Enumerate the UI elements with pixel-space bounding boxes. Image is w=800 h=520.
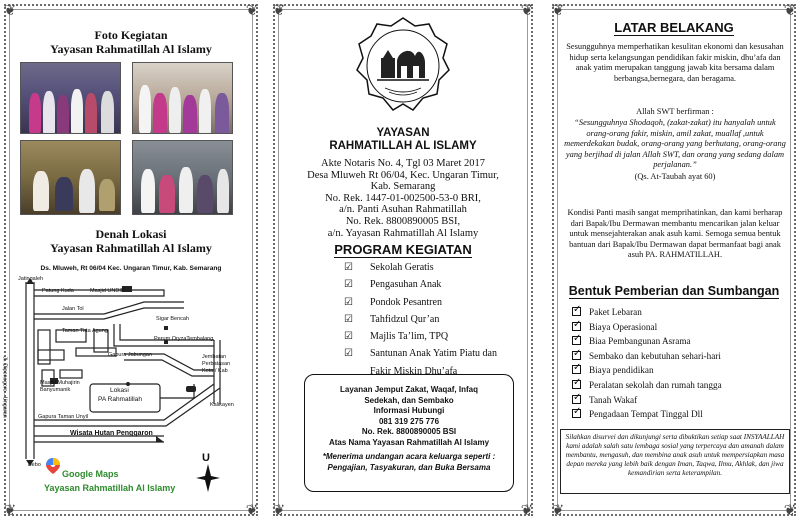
map-pin-icon xyxy=(46,458,60,474)
closing-statement: Silahkan disurvei dan dikunjungi serta dibuktikan setiap saat INSYAALLAH kami adalah salah satu lembaga sosial yang terpercaya dan amanah dalam membantu, mengasuh, dan membina anak asuh untuk mempersiapkan masa depan mereka yang lebih baik dengan Iman, Taqwa, Ilmu, Akhlak, dan jiwa kemandirian serta keterampilan. xyxy=(560,429,790,494)
info-line: No. Rek. 1447-01-002500-53-0 BRI, xyxy=(325,192,481,204)
map-label: Kota / Kab xyxy=(202,368,228,374)
map-label: Gapura Taman Unyil xyxy=(38,414,89,420)
ornament-icon: ❦ xyxy=(272,1,286,19)
activity-photo-4 xyxy=(132,140,233,215)
activity-photo-2 xyxy=(132,62,233,134)
map-label: Masjid UNDIP xyxy=(90,288,125,294)
map-label: Kalikayen xyxy=(210,402,234,408)
ornament-icon: ❦ xyxy=(783,1,797,19)
info-line: Desa Mluweh Rt 06/04, Kec. Ungaran Timur, xyxy=(307,169,499,181)
organization-info xyxy=(269,158,537,239)
checkbox-icon xyxy=(572,336,581,345)
donation-label: Sembako dan kebutuhan sehari-hari xyxy=(589,350,721,361)
map-label: Taman Tirta Agung xyxy=(62,328,108,334)
contact-line: Informasi Hubungi xyxy=(373,406,445,415)
compass-icon xyxy=(196,452,220,492)
ornament-icon: ❦ xyxy=(520,501,534,519)
map-label: Gapura Jabungan xyxy=(108,352,153,358)
info-line: Kab. Semarang xyxy=(370,181,436,193)
map-title xyxy=(0,227,262,255)
map-label: Bebo xyxy=(28,462,41,468)
invite-line: Pengajian, Tasyakuran, dan Buka Bersama xyxy=(327,462,491,472)
map-label: Jalan Tol xyxy=(62,306,84,312)
quote-reference: (Qs. At-Taubah ayat 60) xyxy=(634,172,716,181)
info-line: a/n. Yayasan Rahmatillah Al Islamy xyxy=(327,227,479,239)
checkbox-icon xyxy=(572,351,581,360)
ornament-icon: ❦ xyxy=(551,501,565,519)
donation-list xyxy=(572,306,722,423)
quote-text: “Sesungguhnya Shodaqoh, (zakat-zakat) itu hanyalah untuk orang-orang fakir, miskin, amil zakat, muallaf ,untuk memerdekakan budak, orang-orang yang berhutang, orang-orang yang berjihad di jalan Allah SWT, dan orang yang sedang dalam perjalanan.” xyxy=(564,118,786,170)
map-label: Jatingaleh xyxy=(18,276,44,282)
program-heading-text: PROGRAM KEGIATAN xyxy=(334,242,472,257)
list-item xyxy=(572,335,722,350)
map-label: Sigar Bencah xyxy=(156,316,190,322)
invite-line: *Menerima undangan acara keluarga seperti : xyxy=(322,452,496,461)
photos-title-line2: Yayasan Rahmatillah Al Islamy xyxy=(50,42,212,56)
list-item xyxy=(344,348,534,365)
info-line: No. Rek. 8800890005 BSI, xyxy=(345,215,461,227)
checkbox-icon xyxy=(572,322,581,331)
contact-line: Atas Nama Yayasan Rahmatillah Al Islamy xyxy=(328,437,490,447)
background-heading-text: LATAR BELAKANG xyxy=(614,20,734,35)
info-line: Akte Notaris No. 4, Tgl 03 Maret 2017 xyxy=(321,158,485,169)
list-item xyxy=(572,321,722,336)
list-item xyxy=(344,331,534,348)
program-label: Pondok Pesantren xyxy=(370,296,442,308)
map-label: Banyumanik xyxy=(40,387,71,393)
org-title-line2: RAHMATILLAH AL ISLAMY xyxy=(329,140,477,152)
donation-label: Tanah Wakaf xyxy=(589,394,638,405)
map-label: Jembatan xyxy=(202,354,227,360)
panel-photos-map xyxy=(0,0,262,520)
photos-title-line1: Foto Kegiatan xyxy=(94,28,168,42)
ornament-icon: ❦ xyxy=(783,501,797,519)
map-address: Ds. Mluweh, Rt 06/04 Kec. Ungaran Timur, Kab. Semarang xyxy=(40,265,222,272)
checkbox-icon xyxy=(572,395,581,404)
location-map xyxy=(1,274,248,470)
program-heading xyxy=(269,242,537,257)
org-title-line1: YAYASAN xyxy=(376,127,430,139)
organization-logo xyxy=(355,16,451,116)
background-paragraph: Sesungguhnya memperhatikan kesulitan ekonomi dan kesusahan hidup serta kelangsungan pendidikan fakir miskin, dhu’afa dan anak yatim merupakan tanggung jawab kita bersama dalam berbangsa,bernegara, dan beragama. xyxy=(566,42,784,83)
donation-label: Paket Lebaran xyxy=(589,307,642,317)
list-item xyxy=(572,350,722,365)
donation-heading-text: Bentuk Pemberian dan Sumbangan xyxy=(568,284,780,298)
ornament-icon: ❦ xyxy=(551,1,565,19)
activity-photo-1 xyxy=(20,62,121,134)
contact-line: Sedekah, dan Sembako xyxy=(364,395,454,405)
contact-line: No. Rek. 8800890005 BSI xyxy=(361,427,457,436)
donation-label: Biaya Operasional xyxy=(589,321,658,332)
map-label: Patung Kuda xyxy=(42,288,74,294)
activity-photo-3 xyxy=(20,140,121,215)
contact-box xyxy=(304,374,514,492)
checkbox-icon xyxy=(572,307,581,316)
info-line: a/n. Panti Asuhan Rahmatillah xyxy=(339,204,467,216)
ornament-icon: ❦ xyxy=(245,501,259,519)
contact-line: Layanan Jemput Zakat, Waqaf, Infaq xyxy=(340,385,478,394)
ornament-icon: ❦ xyxy=(3,501,17,519)
map-label: Masjid Muhajirin xyxy=(40,380,80,386)
program-label: Pengasuhan Anak xyxy=(370,279,442,291)
ornament-icon: ❦ xyxy=(3,1,17,19)
condition-paragraph: Kondisi Panti masih sangat memprihatinkan, dan kami berharap dari Bapak/Ibu Dermawan membantu mencarikan jalan keluar untuk mensejahterakan anak asuh kami. Semoga semua bentuk bantuan dari Bapak/Ibu Dermawan dapat bermanfaat bagi anak asuh PA. RAHMATILLAH. xyxy=(567,208,783,260)
checkmark-icon: ☑ xyxy=(344,262,353,273)
google-maps-org: Yayasan Rahmatillah Al Islamy xyxy=(44,483,176,493)
program-label: Santunan Anak Yatim Piatu dan xyxy=(370,348,497,360)
background-heading xyxy=(548,20,800,35)
map-label: Wisata Hutan Penggaron xyxy=(70,430,153,437)
donation-label: Pengadaan Tempat Tinggal Dll xyxy=(589,409,703,420)
checkmark-icon: ☑ xyxy=(344,348,353,360)
ornament-icon: ❦ xyxy=(520,1,534,19)
donation-label: Biaa Pembangunan Asrama xyxy=(589,336,691,347)
checkmark-icon: ☑ xyxy=(344,279,353,291)
map-label: Perbatasan xyxy=(202,361,231,367)
checkmark-icon: ☑ xyxy=(344,331,353,343)
ornament-icon: ❦ xyxy=(245,1,259,19)
list-item xyxy=(344,279,534,296)
checkbox-icon xyxy=(572,409,581,418)
checkbox-icon xyxy=(572,380,581,389)
donation-label: Peralatan sekolah dan rumah tangga xyxy=(589,379,722,390)
organization-name xyxy=(269,127,537,153)
donation-label: Biaya pendidikan xyxy=(589,365,654,376)
program-label: Majlis Ta’lim, TPQ xyxy=(370,331,449,343)
donation-heading xyxy=(548,284,800,298)
contact-phone[interactable]: 081 319 275 776 xyxy=(378,416,440,426)
checkbox-icon xyxy=(572,365,581,374)
list-item xyxy=(572,379,722,394)
compass-letter: U xyxy=(202,452,210,464)
photos-title xyxy=(0,28,262,56)
map-label: PA Rahmatillah xyxy=(98,396,142,403)
list-item xyxy=(572,394,722,409)
list-item xyxy=(572,306,722,321)
google-maps-label: Google Maps xyxy=(62,469,119,479)
map-label: Lokasi xyxy=(110,387,129,394)
checkmark-icon: ☑ xyxy=(344,296,353,308)
program-label: Sekolah Geratis xyxy=(370,262,434,273)
list-item xyxy=(572,364,722,379)
list-item xyxy=(344,297,534,314)
list-item xyxy=(572,408,722,423)
program-label: Fakir Miskin Dhu’afa xyxy=(370,365,458,377)
map-label: Jl. Diponegoro - Ungaran xyxy=(1,356,8,418)
map-title-line1: Denah Lokasi xyxy=(95,227,167,241)
list-item xyxy=(344,314,534,331)
checkmark-icon: ☑ xyxy=(344,313,353,325)
quote-intro: Allah SWT berfirman : xyxy=(636,107,714,116)
program-label: Tahfidzul Qur’an xyxy=(370,313,440,325)
program-list xyxy=(344,262,534,383)
map-label: Perum OryzaTembalang xyxy=(154,336,214,342)
map-title-line2: Yayasan Rahmatillah Al Islamy xyxy=(50,241,212,255)
ornament-icon: ❦ xyxy=(272,501,286,519)
list-item xyxy=(344,262,534,279)
